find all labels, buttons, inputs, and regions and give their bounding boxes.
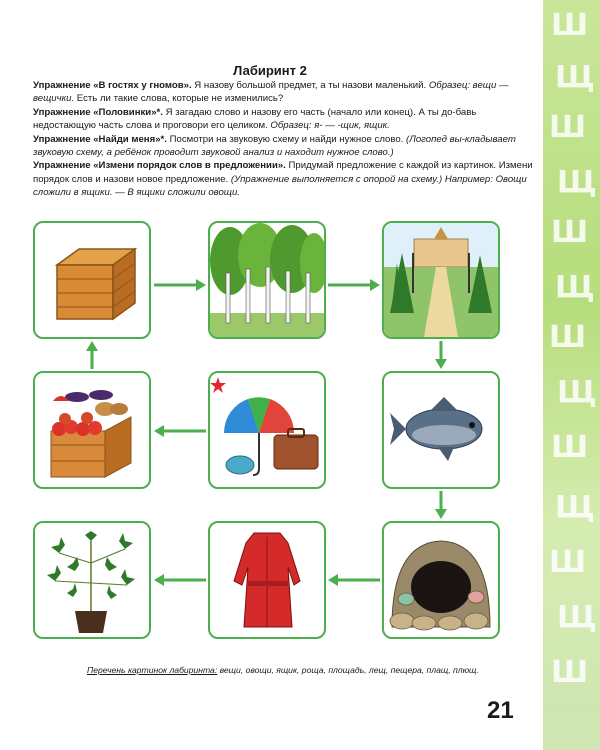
star-icon: [210, 377, 226, 393]
picture-things: [208, 371, 326, 489]
things-illustration: [210, 373, 324, 487]
grove-illustration: [210, 223, 324, 337]
exercise-text: Я загадаю слово и назову его часть (начало или конец). А ты до-бавь недостающую часть слова и проговори его целиком.: [33, 106, 477, 132]
arrow-right-icon: [326, 278, 382, 292]
arrow-down-icon: [434, 489, 448, 521]
picture-square: [382, 221, 500, 339]
exercise-text: Посмотри на звуковую схему и найди нужное слово.: [166, 133, 407, 145]
side-letter: Щ: [557, 165, 597, 200]
picture-list-label: Перечень картинок лабиринта:: [87, 665, 218, 675]
cave-illustration: [384, 523, 498, 637]
side-letter: Ш: [549, 545, 587, 580]
side-letter: Щ: [555, 490, 595, 525]
exercise-sample: Образец: я- — -щик, ящик.: [270, 120, 390, 132]
side-letter: Ш: [551, 215, 589, 250]
picture-list: [87, 665, 527, 675]
exercise-text: Я назову большой предмет, а ты назови маленький.: [191, 80, 429, 91]
exercise-item: [33, 159, 533, 199]
side-letter: Щ: [555, 270, 595, 305]
picture-ivy: [33, 521, 151, 639]
picture-vegetables: [33, 371, 151, 489]
side-letter: Ш: [551, 8, 589, 43]
crate-illustration: [35, 223, 149, 337]
exercise-sample: Образец: вещи — вещички.: [33, 80, 509, 105]
picture-list-items: вещи, овощи, ящик, роща, площадь, лещ, пещера, плащ, плющ.: [217, 665, 479, 675]
arrow-right-icon: [152, 278, 208, 292]
arrow-up-icon: [85, 339, 99, 371]
picture-cave: [382, 521, 500, 639]
exercise-name: Упражнение «Найди меня»*.: [33, 133, 167, 145]
side-letter: Ш: [549, 110, 587, 145]
picture-raincoat: [208, 521, 326, 639]
side-letter: Щ: [557, 600, 597, 635]
exercise-name: Упражнение «В гостях у гномов».: [33, 80, 192, 91]
arrow-left-icon: [152, 573, 208, 587]
exercise-item: [33, 133, 533, 160]
arrow-left-icon: [152, 424, 208, 438]
exercise-sample: (Логопед вы-кладывает звуковую схему, а ребёнок проводит звуковой анализ и находит нужное слово.): [33, 133, 516, 159]
square-illustration: [384, 223, 498, 337]
side-letter: Ш: [551, 430, 589, 465]
vegetables-illustration: [35, 373, 149, 487]
raincoat-illustration: [210, 523, 324, 637]
exercise-list: [33, 79, 533, 200]
side-letter: Щ: [557, 375, 597, 410]
exercise-name: Упражнение «Измени порядок слов в предложении».: [33, 160, 286, 172]
side-letter: Щ: [555, 60, 595, 95]
side-letter: Ш: [549, 320, 587, 355]
side-letter-strip: [543, 0, 600, 750]
side-letter: Ш: [551, 655, 589, 690]
exercise-sample: (Упражнение выполняется с опорой на схему.) Например: Овощи сложили в ящики. — В ящики сложили овощи.: [33, 173, 527, 199]
exercise-item: [33, 79, 533, 106]
arrow-left-icon: [326, 573, 382, 587]
arrow-down-icon: [434, 339, 448, 371]
exercise-name: Упражнение «Половинки»*.: [33, 106, 163, 118]
exercise-text: Есть ли такие слова, которые не изменились?: [74, 93, 284, 105]
ivy-illustration: [35, 523, 149, 637]
exercise-item: [33, 106, 533, 133]
page-title: Лабиринт 2: [233, 63, 307, 78]
picture-bream: [382, 371, 500, 489]
bream-illustration: [384, 373, 498, 487]
page-number: 21: [487, 697, 514, 724]
picture-grove: [208, 221, 326, 339]
picture-crate: [33, 221, 151, 339]
exercise-text: Придумай предложение с каждой из картинок. Измени порядок слов и назови новое предложение.: [33, 160, 533, 185]
